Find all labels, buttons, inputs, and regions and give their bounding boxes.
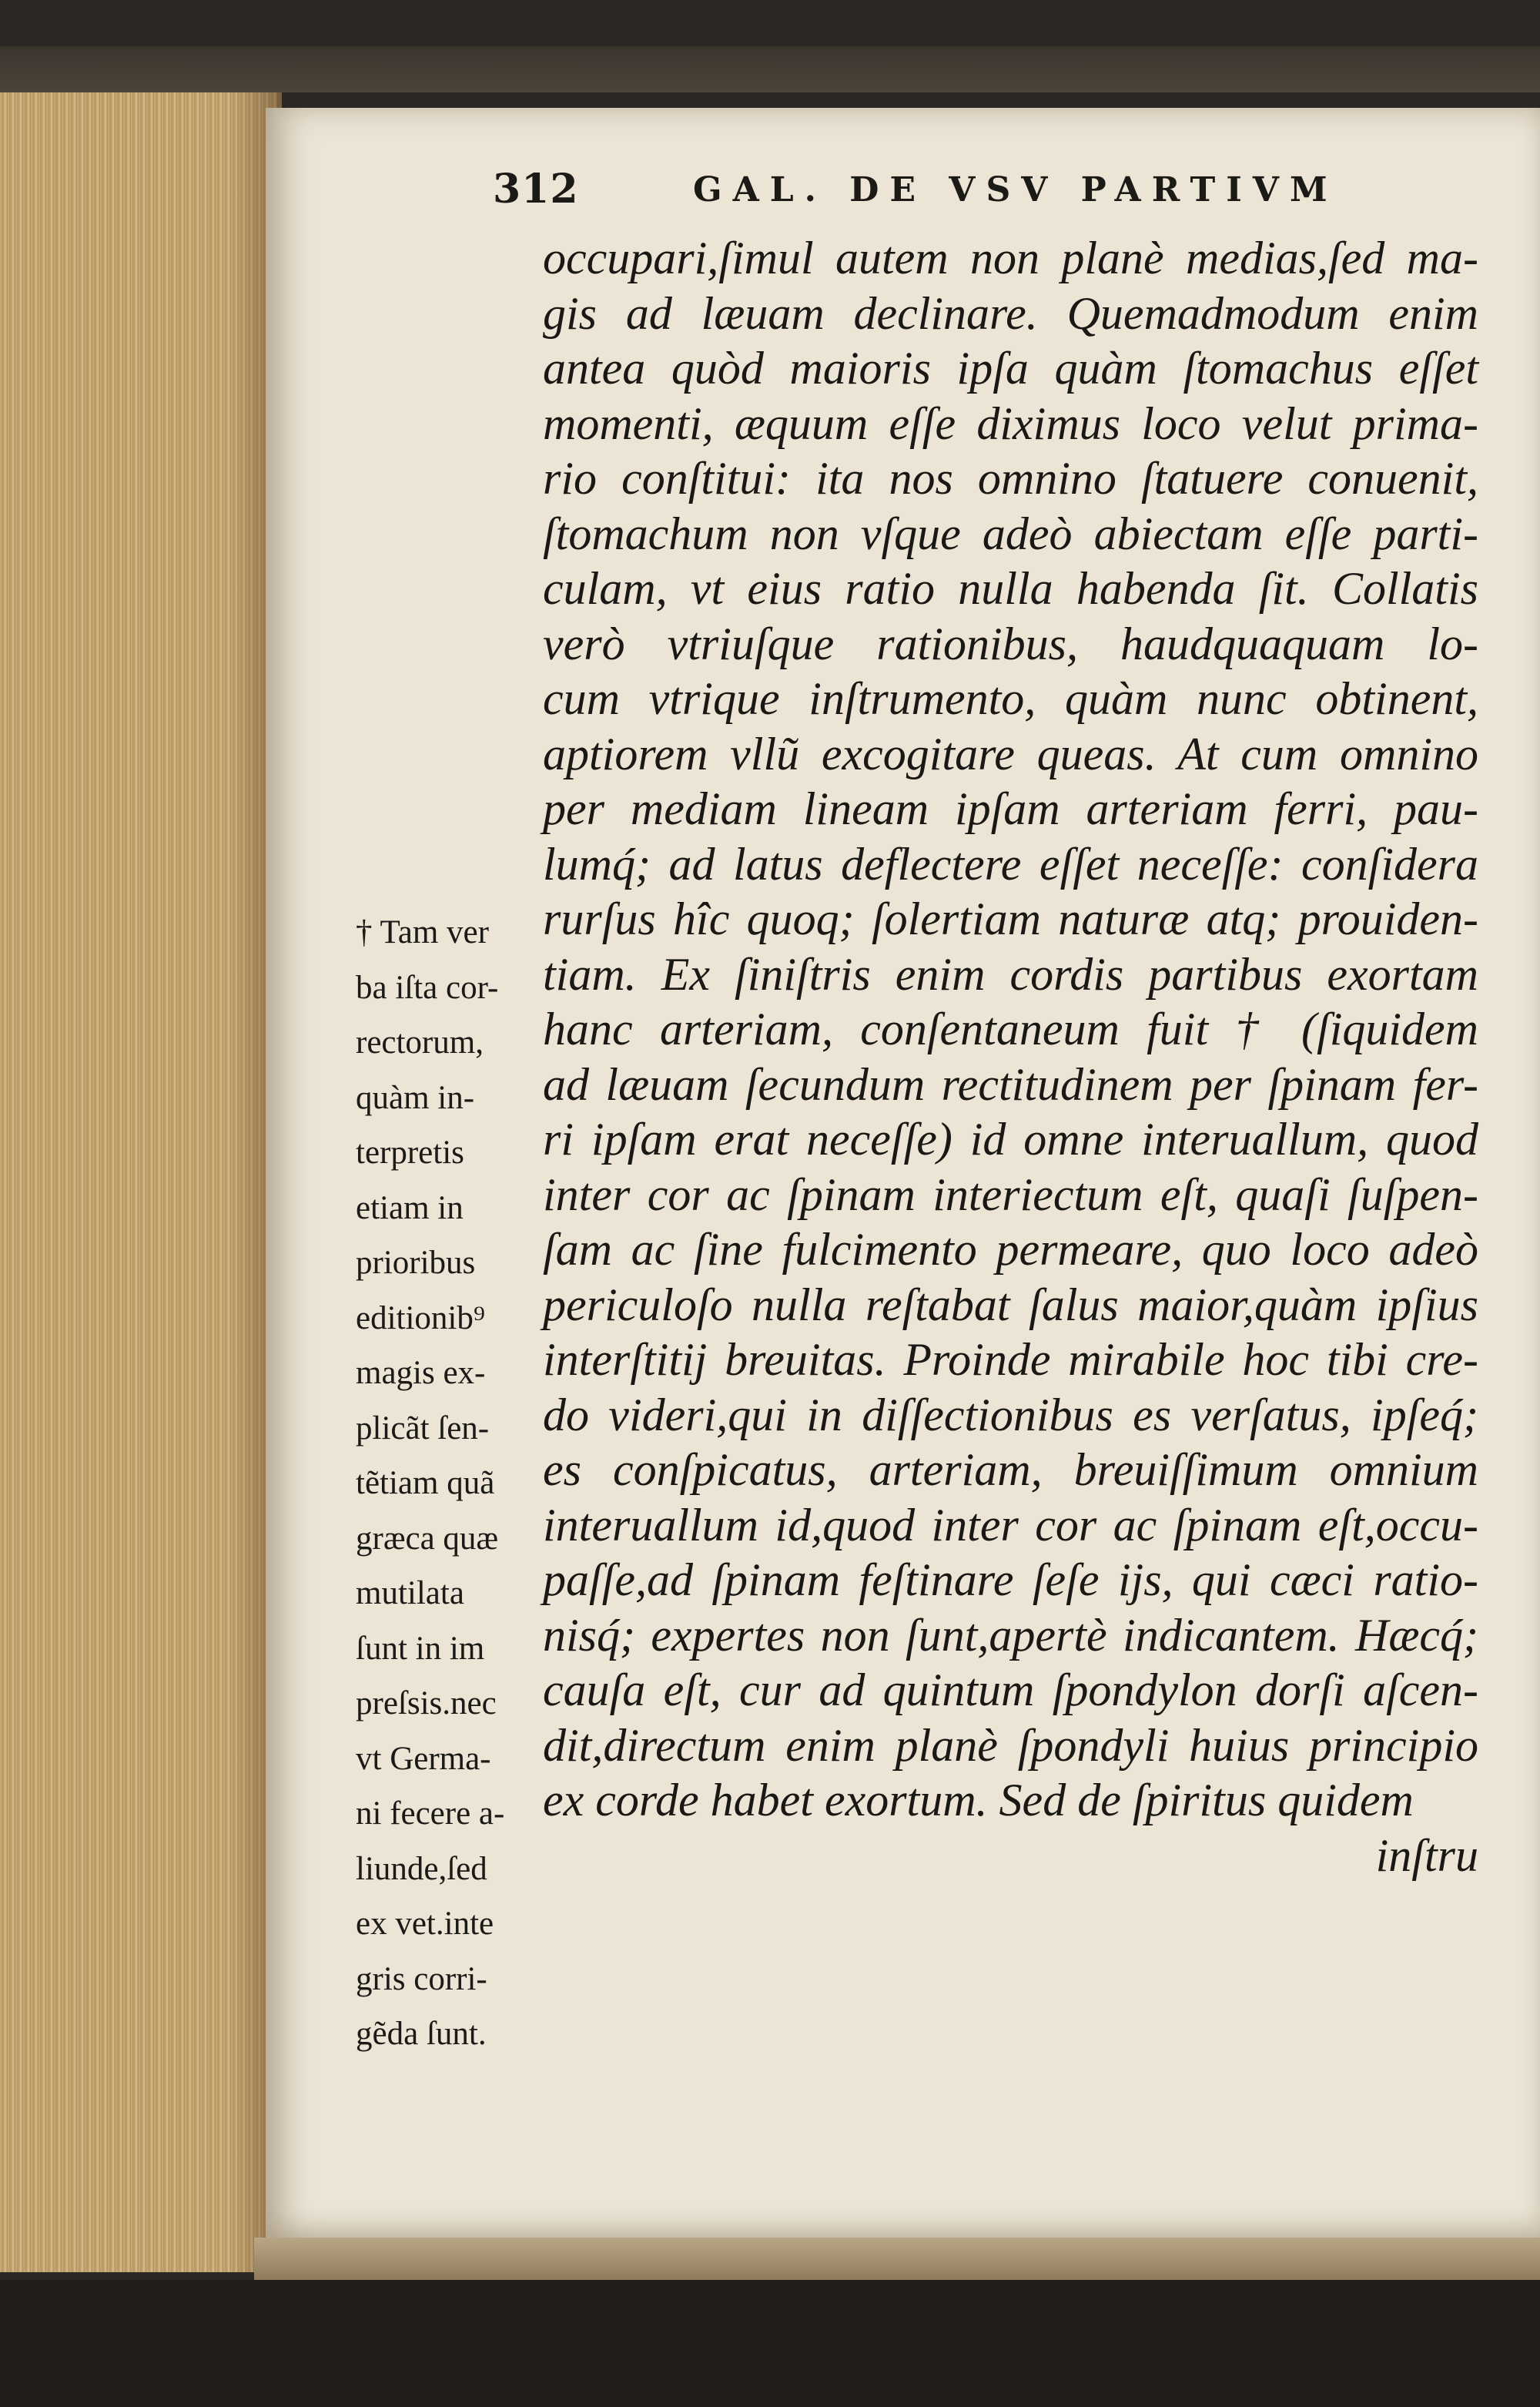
text-line: cum vtrique inſtrumento, quàm nunc obtinent,	[543, 673, 1478, 724]
page-foot-edge	[254, 2238, 1540, 2280]
text-line: gis ad læuam declinare. Quemadmodum enim	[543, 287, 1478, 339]
text-line: interuallum id,quod inter cor ac ſpinam eſt,occu-	[543, 1499, 1478, 1550]
margin-note	[356, 905, 541, 2062]
text-line: ex corde habet exortum. Sed de ſpiritus quidem	[543, 1775, 1414, 1825]
text-line: antea quòd maioris ipſa quàm ſtomachus eſſet	[543, 343, 1478, 394]
scan-background	[0, 2280, 1540, 2407]
text-line: nisq́; expertes non ſunt,apertè indicantem. Hæcq́;	[543, 1609, 1478, 1661]
text-line: per mediam lineam ipſam arteriam ferri, pau-	[543, 783, 1478, 834]
margin-note-line: prioribus	[356, 1245, 476, 1281]
margin-note-line: † Tam ver	[356, 914, 489, 950]
margin-note-line: etiam in	[356, 1189, 464, 1226]
text-line: dit,directum enim planè ſpondyli huius principio	[543, 1719, 1478, 1771]
text-line: verò vtriuſque rationibus, haudquaquam lo-	[543, 618, 1478, 669]
book-top-edge	[0, 46, 1540, 92]
text-line: do videri,qui in diſſectionibus es verſatus, ipſeq́;	[543, 1389, 1478, 1440]
margin-note-line: græca quæ	[356, 1520, 499, 1557]
margin-note-line: ni fecere a-	[356, 1795, 505, 1832]
main-text-block	[543, 231, 1478, 1883]
text-line: rurſus hîc quoq; ſolertiam naturæ atq; prouiden-	[543, 893, 1478, 944]
margin-note-line: magis ex-	[356, 1355, 486, 1391]
text-line: hanc arteriam, conſentaneum fuit † (ſiquidem	[543, 1004, 1478, 1054]
text-line: rio conſtitui: ita nos omnino ſtatuere conuenit,	[543, 453, 1478, 504]
margin-note-line: gẽda ſunt.	[356, 2016, 487, 2052]
text-line: ſam ac ſine fulcimento permeare, quo loco adeò	[543, 1224, 1478, 1275]
margin-note-line: quàm in-	[356, 1079, 475, 1116]
text-line: ſtomachum non vſque adeò abiectam eſſe parti-	[543, 508, 1478, 559]
margin-note-line: editionib⁹	[356, 1299, 485, 1336]
margin-note-line: liunde,ſed	[356, 1850, 487, 1887]
text-line: cauſa eſt, cur ad quintum ſpondylon dorſi aſcen-	[543, 1664, 1478, 1715]
margin-note-line: ex vet.inte	[356, 1906, 494, 1942]
margin-note-line: ba iſta cor-	[356, 969, 499, 1006]
margin-note-line: preſsis.nec	[356, 1685, 497, 1721]
text-line: occupari,ſimul autem non planè medias,ſed ma-	[543, 233, 1478, 283]
margin-note-line: gris corri-	[356, 1960, 487, 1997]
text-line: aptiorem vllũ excogitare queas. At cum omnino	[543, 728, 1478, 779]
text-line: culam, vt eius ratio nulla habenda ſit. Collatis	[543, 563, 1478, 614]
text-line: ad læuam ſecundum rectitudinem per ſpinam fer-	[543, 1058, 1478, 1110]
margin-note-line: vt Germa-	[356, 1740, 491, 1777]
text-line: es conſpicatus, arteriam, breuiſſimum omnium	[543, 1444, 1478, 1495]
running-head	[493, 166, 1340, 220]
text-line: momenti, æquum eſſe diximus loco velut prima-	[543, 397, 1478, 449]
margin-note-line: plicãt ſen-	[356, 1410, 490, 1447]
margin-note-line: rectorum,	[356, 1024, 484, 1061]
catchword: inſtru	[1375, 1829, 1478, 1881]
text-line: paſſe,ad ſpinam feſtinare ſeſe ijs, qui cæci ratio-	[543, 1554, 1478, 1605]
text-line: periculoſo nulla reſtabat ſalus maior,quàm ipſius	[543, 1279, 1478, 1330]
margin-note-line: mutilata	[356, 1575, 464, 1611]
margin-note-line: terpretis	[356, 1135, 464, 1171]
text-line: inter cor ac ſpinam interiectum eſt, quaſi ſuſpen-	[543, 1168, 1478, 1220]
page-number: 312	[493, 166, 579, 213]
text-line: lumq́; ad latus deflectere eſſet neceſſe: conſidera	[543, 838, 1478, 890]
text-line: ri ipſam erat neceſſe) id omne interuallum, quod	[543, 1114, 1478, 1165]
margin-note-line: tẽtiam quã	[356, 1465, 495, 1501]
text-line: tiam. Ex ſiniſtris enim cordis partibus exortam	[543, 948, 1478, 1000]
text-line: interſtitij breuitas. Proinde mirabile hoc tibi cre-	[543, 1334, 1478, 1385]
margin-note-line: ſunt in im	[356, 1630, 485, 1667]
header-title: GAL. DE VSV PARTIVM	[693, 170, 1338, 210]
